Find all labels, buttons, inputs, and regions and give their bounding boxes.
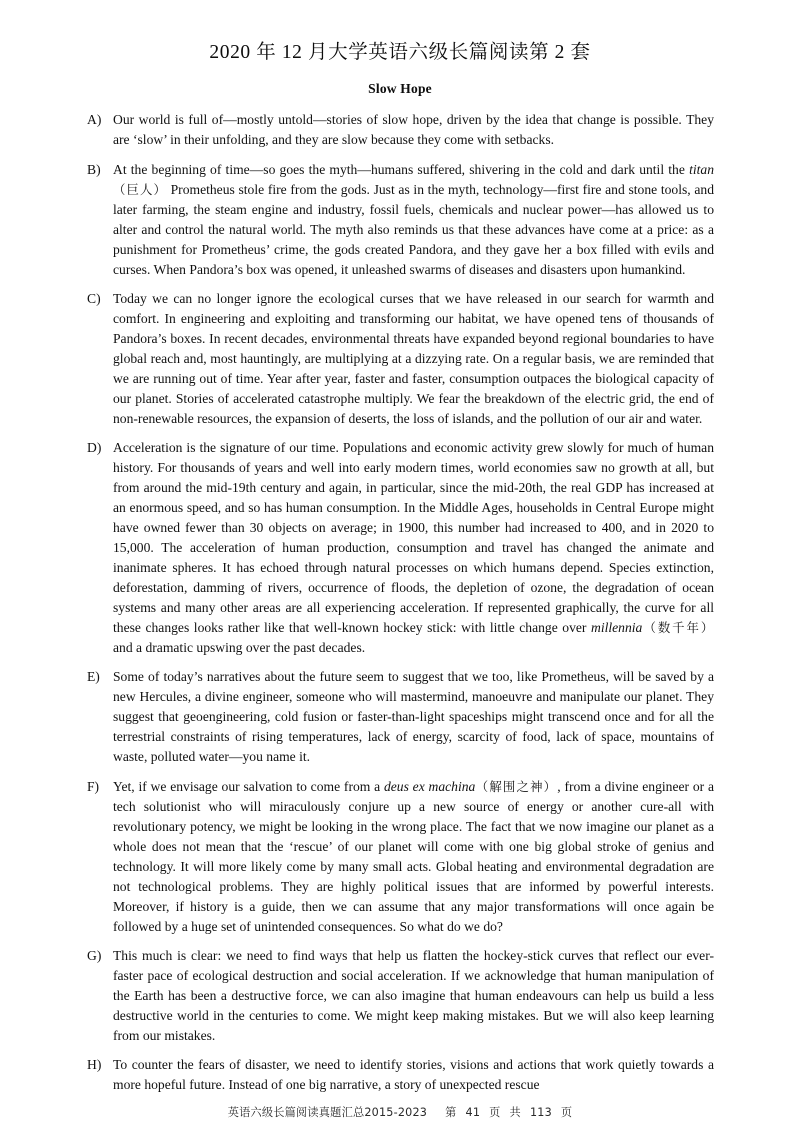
- article-body: [86, 110, 714, 1095]
- footer-total-number: 113: [529, 1106, 552, 1119]
- paragraph-label: B): [87, 161, 101, 177]
- paragraph-text: This much is clear: we need to find ways that help us flatten the hockey-stick curves that reflect our ever-faster pace of ecological destruction and social acceleration. If we acknowledge that human manipulation of the Earth has been a destructive force, we can also imagine that human endeavours can help us build a less destructive world in the centuries to come. We might keep making mistakes. But we will also keep learning from our mistakes.: [113, 948, 714, 1043]
- italic-term: titan: [689, 161, 714, 177]
- footer-total-unit: 页: [560, 1106, 573, 1119]
- italic-term: deus ex machina: [383, 778, 476, 794]
- paragraph-f: [86, 777, 714, 937]
- chinese-gloss: （巨人）: [113, 181, 167, 197]
- paragraph-c: [86, 289, 714, 429]
- footer-page-prefix: 第: [445, 1106, 457, 1119]
- footer-page-number: 41: [465, 1106, 481, 1119]
- paragraph-a: [86, 110, 714, 150]
- article-title: Slow Hope: [368, 81, 432, 97]
- paragraph-label: G): [87, 948, 102, 964]
- paragraph-text: [113, 777, 714, 937]
- paragraph-e: [86, 667, 714, 767]
- page-title: 2020 年 12 月大学英语六级长篇阅读第 2 套: [209, 42, 591, 63]
- paragraph-text-segment: Acceleration is the signature of our time. Populations and economic activity grew slowly for much of human history. For thousands of years and well into early modern times, world economies saw no growth at all, but from around the mid-19th century and again, in particular, since the mid-20th, the real GDP has increased at an enormous speed, and so has human consumption. In the Middle Ages, households in Central Europe might have owned fewer than 30 objects on average; in 1900, this number had increased to 400, and in 2020 to 15,000. The acceleration of human production, consumption and travel has changed the animate and inanimate spheres. It has echoed through natural processes on which humans depend. Species extinction, deforestation, damming of rivers, occurrence of floods, the depletion of ozone, the degradation of ocean systems and many other areas are all experiencing acceleration. If represented graphically, the curve for all these changes looks rather like that well-known hockey stick: with little change over: [113, 440, 714, 635]
- page-footer: [0, 1104, 800, 1120]
- chinese-gloss: （数千年）: [642, 620, 715, 635]
- paragraph-label: C): [87, 291, 101, 306]
- paragraph-g: [86, 946, 714, 1046]
- paragraph-text-segment: and a dramatic upswing over the past decades.: [113, 639, 366, 655]
- paragraph-h: [86, 1055, 714, 1095]
- paragraph-text: Our world is full of—mostly untold—stories of slow hope, driven by the idea that change is possible. They are ‘slow’ in their unfolding, and they are slow because they come with setbacks.: [113, 112, 714, 148]
- paragraph-text: [113, 160, 714, 280]
- paragraph-label: H): [87, 1057, 102, 1073]
- paragraph-text: Today we can no longer ignore the ecological curses that we have released in our search for warmth and comfort. In engineering and exploiting and transforming our habitat, we have opened tens of thousands of Pandora’s boxes. In recent decades, environmental threats have expanded beyond regional boundaries to have global reach and, most hauntingly, are multiplying at a dizzying rate. On a regular basis, we are reminded that we are running out of time. Year after year, faster and faster, consumption outpaces the biological capacity of our planet. Stories of accelerated catastrophe multiply. We fear the breakdown of the electric grid, the end of non-renewable resources, the expansion of deserts, the loss of islands, and the pollution of our air and water.: [113, 291, 714, 426]
- footer-book-title: 英语六级长篇阅读真题汇总2015-2023: [227, 1106, 428, 1119]
- paragraph-b: [86, 160, 714, 280]
- paragraph-text: To counter the fears of disaster, we need to identify stories, visions and actions that work quietly towards a more hopeful future. Instead of one big narrative, a story of unexpected rescue: [113, 1057, 714, 1093]
- chinese-gloss: （解围之神）: [475, 778, 558, 794]
- paragraph-d: [86, 438, 714, 658]
- paragraph-text: Some of today’s narratives about the future seem to suggest that we too, like Prometheus, will be saved by a new Hercules, a divine engineer, someone who will mastermind, manoeuvre and manipulate our planet. They suggest that geoengineering, cold fusion or faster-than-light spaceships might transcend once and for all the terrestrial constraints of rising temperatures, lack of energy, scarcity of food, lack of space, mountains of waste, polluted water—you name it.: [113, 669, 714, 765]
- paragraph-label: D): [87, 440, 102, 456]
- paragraph-label: F): [87, 778, 100, 794]
- paragraph-text-segment: Prometheus stole fire from the gods. Just as in the myth, technology—first fire and stone tools, and later farming, the steam engine and industry, fossil fuels, chemicals and nuclear power—has allowed us to alter and control the natural world. The myth also reminds us that these advances have come at a price: as a punishment for Prometheus’ crime, the gods created Pandora, and they gave her a box filled with evils and curses. When Pandora’s box was opened, it unleashed swarms of diseases and disasters upon humankind.: [113, 181, 714, 277]
- paragraph-text-segment: Yet, if we envisage our salvation to come from a: [113, 778, 384, 794]
- paragraph-text: [113, 438, 714, 658]
- footer-total-prefix: 共: [509, 1106, 521, 1119]
- italic-term: millennia: [591, 620, 643, 635]
- paragraph-label: A): [87, 112, 102, 128]
- footer-page-unit: 页: [489, 1106, 501, 1119]
- paragraph-text-segment: At the beginning of time—so goes the myth—humans suffered, shivering in the cold and dark until the: [113, 161, 690, 177]
- paragraph-label: E): [87, 669, 100, 685]
- paragraph-text-segment: , from a divine engineer or a tech solutionist who will miraculously conjure up a new source of energy or another cure-all with revolutionary potency, we might be looking in the wrong place. The fact that we now imagine our planet as a whole does not mean that the ‘rescue’ of our planet will come with one big global stroke of genius and technology. It will more likely come by many small acts. Global heating and environmental degradation are not technological problems. They are highly political issues that are informed by powerful interests. Moreover, if history is a guide, then we can assume that any major transformations will once again be followed by a huge set of unintended consequences. So what do we do?: [113, 778, 714, 934]
